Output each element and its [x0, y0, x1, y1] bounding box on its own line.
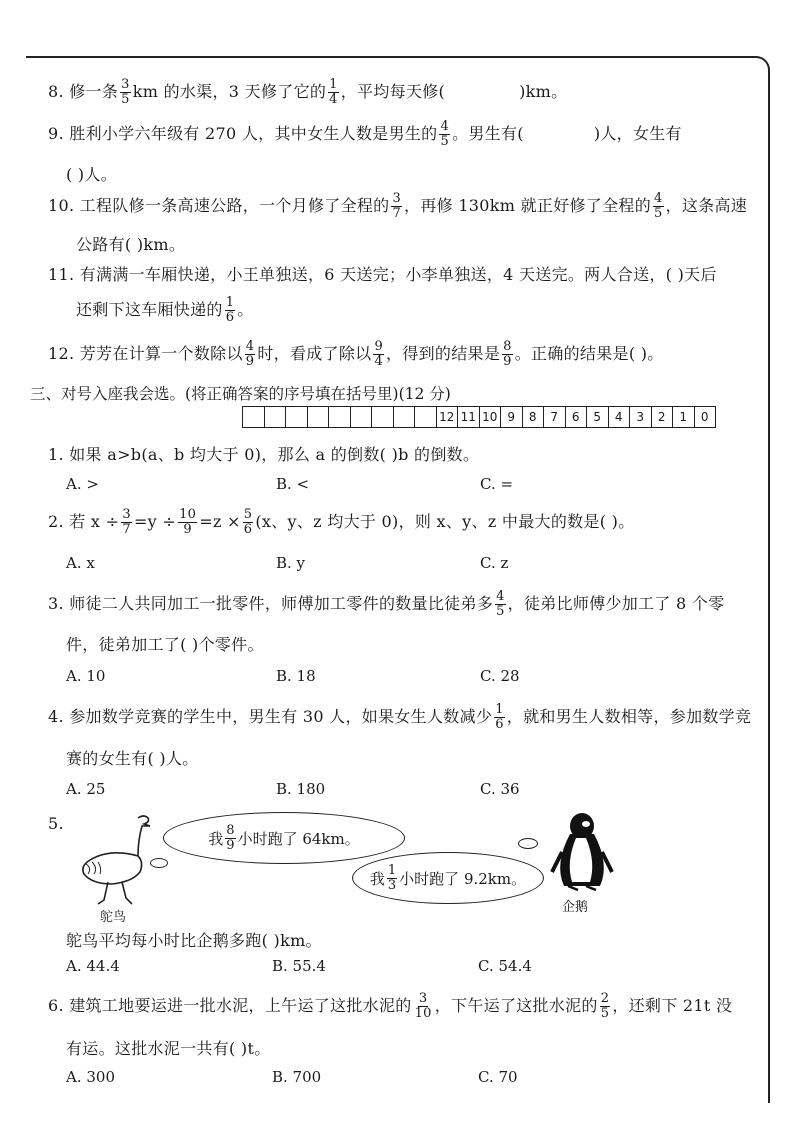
- score-cell: [243, 407, 265, 427]
- choice-question-5-number: 5.: [48, 814, 64, 833]
- score-cell: [372, 407, 394, 427]
- fraction: $\frac{3}{10}$: [414, 991, 432, 1021]
- option-b[interactable]: B. 180: [276, 780, 326, 798]
- fraction: $\frac{2}{5}$: [600, 991, 610, 1021]
- question-10-line2: 公路有( )km。: [76, 235, 186, 254]
- option-c[interactable]: C. 54.4: [478, 957, 532, 975]
- option-a[interactable]: A. >: [66, 475, 99, 493]
- question-9: 9. 胜利小学六年级有 270 人，其中女生人数是男生的 $\frac{4}{5}$ 。男生有( )人，女生有: [48, 119, 682, 149]
- fraction: $\frac{4}{5}$: [440, 119, 450, 149]
- fraction: $\frac{8}{9}$: [503, 339, 512, 369]
- question-12: 12. 芳芳在计算一个数除以 $\frac{4}{9}$ 时，看成了除以 $\frac{9}{4}$ ，得到的结果是 $\frac{8}{9}$ 。正确的结果是( )。: [48, 339, 664, 369]
- option-a[interactable]: A. 44.4: [66, 957, 120, 975]
- score-cell: 9: [501, 407, 523, 427]
- choice-question-2: 2. 若 x ÷ $\frac{3}{7}$ =y ÷ $\frac{10}{9}$ =z × $\frac{5}{6}$ (x、y、z 均大于 0)，则 x、y、z 中最大的数是( )。: [48, 507, 635, 537]
- fraction: $\frac{3}{5}$: [121, 77, 130, 107]
- fraction: $\frac{4}{5}$: [496, 589, 505, 619]
- penguin-illustration: [548, 808, 616, 894]
- score-cell: [265, 407, 287, 427]
- score-cell: 6: [566, 407, 588, 427]
- fraction: $\frac{10}{9}$: [179, 507, 197, 537]
- option-b[interactable]: B. 18: [276, 667, 316, 685]
- option-b[interactable]: B. <: [276, 475, 310, 493]
- section-3-title: 三、对号入座我会选。(将正确答案的序号填在括号里)(12 分): [30, 385, 451, 403]
- score-grid: [242, 406, 716, 428]
- fraction: $\frac{5}{6}$: [243, 507, 253, 537]
- fraction: $\frac{1}{3}$: [387, 862, 397, 893]
- option-b[interactable]: B. 55.4: [272, 957, 326, 975]
- option-b[interactable]: B. y: [276, 554, 306, 572]
- fraction: $\frac{9}{4}$: [374, 339, 384, 369]
- score-cell: 8: [523, 407, 545, 427]
- thought-dot: [518, 838, 538, 849]
- choice-question-5-stem: 鸵鸟平均每小时比企鹅多跑( )km。: [66, 931, 322, 950]
- penguin-speech-bubble: 我 $\frac{1}{3}$ 小时跑了 9.2km。: [352, 852, 544, 904]
- ostrich-caption: 鸵鸟: [100, 910, 127, 925]
- fraction: $\frac{1}{4}$: [329, 77, 338, 107]
- question-11-line2: 还剩下这车厢快递的 $\frac{1}{6}$ 。: [76, 295, 254, 325]
- ostrich-illustration: [76, 810, 162, 910]
- choice-question-3: 3. 师徒二人共同加工一批零件，师傅加工零件的数量比徒弟多 $\frac{4}{5}$ ，徒弟比师傅少加工了 8 个零: [48, 589, 725, 619]
- choice-question-6: 6. 建筑工地要运进一批水泥，上午运了这批水泥的 $\frac{3}{10}$ ，下午运了这批水泥的 $\frac{2}{5}$ ，还剩下 21t 没: [48, 991, 733, 1021]
- score-cell: [329, 407, 351, 427]
- thought-dot: [150, 858, 168, 868]
- question-11: 11. 有满满一车厢快递，小王单独送，6 天送完；小李单独送，4 天送完。两人合送，( )天后: [48, 265, 717, 284]
- score-cell: 3: [630, 407, 652, 427]
- score-cell: 4: [609, 407, 631, 427]
- score-cell: 7: [544, 407, 566, 427]
- fraction: $\frac{4}{5}$: [654, 191, 663, 221]
- penguin-caption: 企鹅: [562, 900, 589, 915]
- option-c[interactable]: C. 36: [480, 780, 520, 798]
- option-c[interactable]: C. 70: [478, 1068, 518, 1086]
- fraction: $\frac{8}{9}$: [226, 822, 235, 853]
- score-cell: 2: [652, 407, 674, 427]
- option-a[interactable]: A. x: [66, 554, 95, 572]
- fraction: $\frac{3}{7}$: [122, 507, 131, 537]
- question-8: 8. 修一条 $\frac{3}{5}$ km 的水渠，3 天修了它的 $\frac{1}{4}$ ，平均每天修( )km。: [48, 77, 568, 107]
- option-a[interactable]: A. 25: [66, 780, 106, 798]
- question-9-line2: ( )人。: [66, 165, 118, 184]
- score-cell: 12: [437, 407, 459, 427]
- choice-question-4: 4. 参加数学竞赛的学生中，男生有 30 人，如果女生人数减少 $\frac{1}{6}$ ，就和男生人数相等，参加数学竞: [48, 702, 752, 732]
- option-c[interactable]: C. z: [480, 554, 509, 572]
- question-10: 10. 工程队修一条高速公路，一个月修了全程的 $\frac{3}{7}$ ，再修 130km 就正好修了全程的 $\frac{4}{5}$ ，这条高速: [48, 191, 748, 221]
- score-cell: 1: [673, 407, 695, 427]
- score-cell: 10: [480, 407, 502, 427]
- option-b[interactable]: B. 700: [272, 1068, 322, 1086]
- choice-question-6-line2: 有运。这批水泥一共有( )t。: [66, 1039, 271, 1058]
- score-cell: 0: [700, 410, 709, 424]
- ostrich-speech-bubble: 我 $\frac{8}{9}$ 小时跑了 64km。: [163, 812, 405, 864]
- option-c[interactable]: C. =: [480, 475, 514, 493]
- score-cell: 11: [458, 407, 480, 427]
- option-a[interactable]: A. 10: [66, 667, 106, 685]
- score-cell: [286, 407, 308, 427]
- choice-question-1: 1. 如果 a>b(a、b 均大于 0)，那么 a 的倒数( )b 的倒数。: [48, 445, 480, 464]
- score-cell: [415, 407, 437, 427]
- score-cell: 5: [587, 407, 609, 427]
- score-cell: [308, 407, 330, 427]
- score-cell: [394, 407, 416, 427]
- score-cell: [351, 407, 373, 427]
- choice-question-4-line2: 赛的女生有( )人。: [66, 749, 199, 768]
- option-c[interactable]: C. 28: [480, 667, 520, 685]
- fraction: $\frac{3}{7}$: [392, 191, 402, 221]
- fraction: $\frac{4}{9}$: [245, 339, 255, 369]
- choice-question-3-line2: 件，徒弟加工了( )个零件。: [66, 635, 264, 654]
- fraction: $\frac{1}{6}$: [225, 295, 235, 325]
- fraction: $\frac{1}{6}$: [495, 702, 504, 732]
- option-a[interactable]: A. 300: [66, 1068, 115, 1086]
